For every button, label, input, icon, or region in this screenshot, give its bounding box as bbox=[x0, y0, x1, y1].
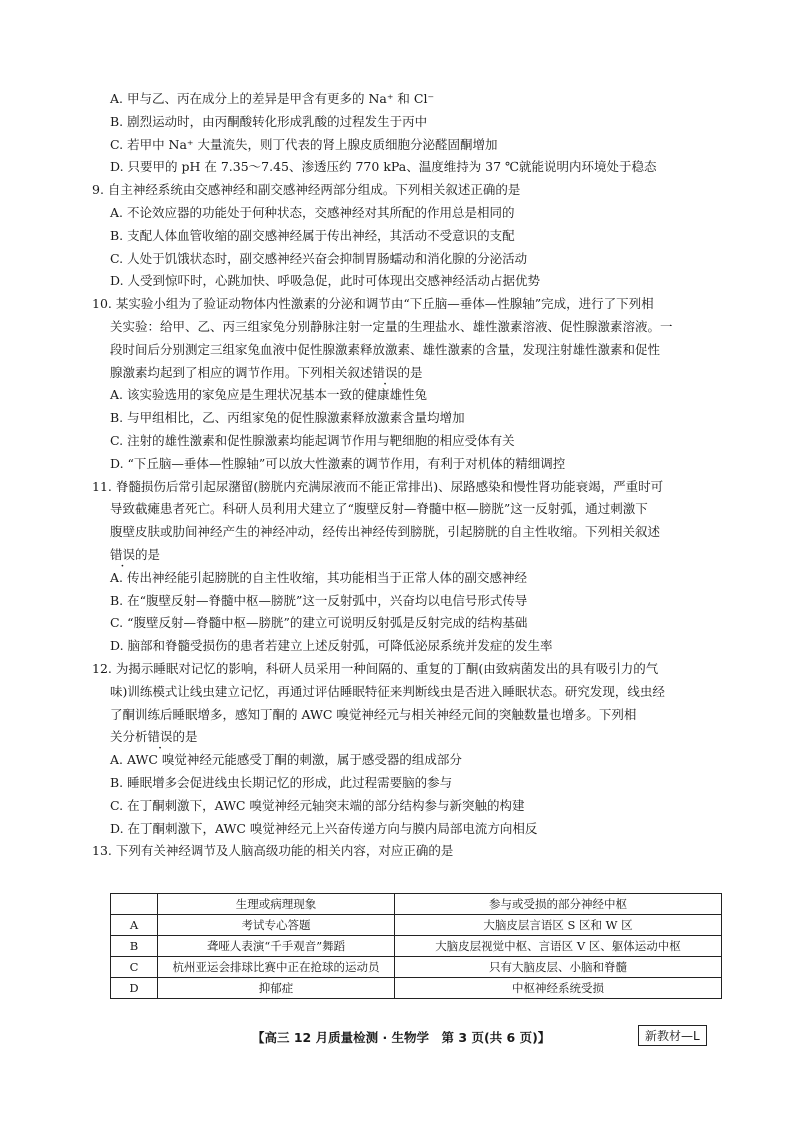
q9-option-a: A. 不论效应器的功能处于何种状态，交感神经对其所配的作用总是相同的 bbox=[110, 204, 515, 220]
q10-option-d: D. “下丘脑—垂体—性腺轴”可以放大性激素的调节作用，有利于对机体的精细调控 bbox=[110, 455, 566, 471]
question-content bbox=[92, 88, 712, 863]
q9-option-b: B. 支配人体血管收缩的副交感神经属于传出神经，其活动不受意识的支配 bbox=[110, 227, 515, 243]
q12-stem-tail: 的是 bbox=[172, 729, 198, 745]
q9-stem: 9. 自主神经系统由交感神经和副交感神经两部分组成。下列相关叙述正确的是 bbox=[92, 182, 521, 198]
q13-table bbox=[110, 893, 722, 999]
q10-stem-text: 腺激素均起到了相应的调节作用。下列相关叙述 bbox=[110, 364, 373, 380]
table-header-cell: 参与或受损的部分神经中枢 bbox=[395, 894, 722, 915]
table-row bbox=[111, 936, 722, 957]
q11-stem-line: 腹壁皮肤或肋间神经产生的神经冲动，经传出神经传到膀胱，引起膀胱的自主性收缩。下列相关叙述 bbox=[110, 524, 661, 540]
question-11 bbox=[92, 476, 712, 658]
q11-option-b: B. 在“腹壁反射—脊髓中枢—膀胱”这一反射弧中，兴奋均以电信号形式传导 bbox=[110, 592, 528, 608]
table-cell: 考试专心答题 bbox=[158, 915, 395, 936]
q12-option-c: C. 在丁酮刺激下，AWC 嗅觉神经元轴突末端的部分结构参与新突触的构建 bbox=[110, 797, 525, 813]
q11-stem-last bbox=[92, 544, 712, 567]
table-cell: 大脑皮层言语区 S 区和 W 区 bbox=[395, 915, 722, 936]
table-header-cell: 生理或病理现象 bbox=[158, 894, 395, 915]
table-header-cell bbox=[111, 894, 158, 915]
page-footer: 【高三 12 月质量检测 · 生物学 第 3 页(共 6 页)】 bbox=[252, 1030, 551, 1045]
q12-option-a: A. AWC 嗅觉神经元能感受丁酮的刺激，属于感受器的组成部分 bbox=[110, 752, 462, 768]
question-12 bbox=[92, 658, 712, 840]
q12-emphasis-wrong: 错误 bbox=[147, 729, 173, 745]
q11-emphasis-wrong: 错误 bbox=[110, 546, 136, 562]
q9-option-d: D. 人受到惊吓时，心跳加快、呼吸急促，此时可体现出交感神经活动占据优势 bbox=[110, 273, 541, 289]
table-cell-label: D bbox=[111, 978, 158, 999]
q12-stem-line: 味)训练模式让线虫建立记忆，再通过评估睡眠特征来判断线虫是否进入睡眠状态。研究发现，线虫经 bbox=[110, 683, 665, 699]
q12-stem-line: 了酮训练后睡眠增多，感知丁酮的 AWC 嗅觉神经元与相关神经元间的突触数量也增多。下列相 bbox=[110, 706, 637, 722]
q12-option-b: B. 睡眠增多会促进线虫长期记忆的形成，此过程需要脑的参与 bbox=[110, 774, 453, 790]
q10-stem-tail: 的是 bbox=[397, 364, 423, 380]
q11-stem-line: 导致截瘫患者死亡。科研人员利用犬建立了“腹壁反射—脊髓中枢—膀胱”这一反射弧，通过刺激下 bbox=[110, 501, 648, 517]
q12-stem-last bbox=[92, 726, 712, 749]
q11-option-d: D. 脑部和脊髓受损伤的患者若建立上述反射弧，可降低泌尿系统并发症的发生率 bbox=[110, 638, 553, 654]
table-cell-label: B bbox=[111, 936, 158, 957]
table-cell-label: A bbox=[111, 915, 158, 936]
q8-option-a: A. 甲与乙、丙在成分上的差异是甲含有更多的 Na⁺ 和 Cl⁻ bbox=[110, 91, 435, 106]
q13-stem: 13. 下列有关神经调节及人脑高级功能的相关内容，对应正确的是 bbox=[92, 843, 454, 859]
q11-option-a: A. 传出神经能引起膀胱的自主性收缩，其功能相当于正常人体的副交感神经 bbox=[110, 569, 527, 585]
table-cell: 大脑皮层视觉中枢、言语区 V 区、躯体运动中枢 bbox=[395, 936, 722, 957]
q9-option-c: C. 人处于饥饿状态时，副交感神经兴奋会抑制胃肠蠕动和消化腺的分泌活动 bbox=[110, 250, 528, 266]
q12-stem-line: 12. 为揭示睡眠对记忆的影响，科研人员采用一种间隔的、重复的丁酮(由致病菌发出的具有吸引力的气 bbox=[92, 660, 659, 676]
table-row bbox=[111, 915, 722, 936]
q12-option-d: D. 在丁酮刺激下，AWC 嗅觉神经元上兴奋传递方向与膜内局部电流方向相反 bbox=[110, 820, 538, 836]
table-cell-label: C bbox=[111, 957, 158, 978]
q8-option-d: D. 只要甲的 pH 在 7.35～7.45、渗透压约 770 kPa、温度维持为 37 ℃就能说明内环境处于稳态 bbox=[110, 159, 657, 175]
question-10 bbox=[92, 293, 712, 475]
q12-stem-text: 关分析 bbox=[110, 729, 148, 745]
q10-stem-line: 10. 某实验小组为了验证动物体内性激素的分泌和调节由“下丘脑—垂体—性腺轴”完成，进行了下列相 bbox=[92, 296, 654, 312]
edition-badge: 新教材—L bbox=[638, 1025, 707, 1046]
table-cell: 抑郁症 bbox=[158, 978, 395, 999]
q10-option-b: B. 与甲组相比，乙、丙组家兔的促性腺激素释放激素含量均增加 bbox=[110, 410, 465, 426]
q11-stem-tail: 的是 bbox=[135, 546, 161, 562]
table-row bbox=[111, 957, 722, 978]
table-row bbox=[111, 978, 722, 999]
q10-stem-last bbox=[92, 362, 712, 385]
q11-option-c: C. “腹壁反射—脊髓中枢—膀胱”的建立可说明反射弧是反射完成的结构基础 bbox=[110, 615, 528, 631]
table-cell: 中枢神经系统受损 bbox=[395, 978, 722, 999]
table-header-row bbox=[111, 894, 722, 915]
table-cell: 聋哑人表演“千手观音”舞蹈 bbox=[158, 936, 395, 957]
table-cell: 杭州亚运会排球比赛中正在抢球的运动员 bbox=[158, 957, 395, 978]
question-9 bbox=[92, 179, 712, 293]
q8-option-c: C. 若甲中 Na⁺ 大量流失，则丁代表的肾上腺皮质细胞分泌醛固酮增加 bbox=[110, 136, 498, 152]
q11-stem-line: 11. 脊髓损伤后常引起尿潴留(膀胱内充满尿液而不能正常排出)、尿路感染和慢性肾功能衰竭，严重时可 bbox=[92, 478, 664, 494]
q10-stem-line: 段时间后分别测定三组家兔血液中促性腺激素释放激素、雄性激素的含量，发现注射雄性激素和促性 bbox=[110, 341, 661, 357]
table-cell: 只有大脑皮层、小脑和脊髓 bbox=[395, 957, 722, 978]
q10-option-a: A. 该实验选用的家兔应是生理状况基本一致的健康雄性兔 bbox=[110, 387, 427, 403]
question-8-options bbox=[92, 88, 712, 179]
q8-option-b: B. 剧烈运动时，由丙酮酸转化形成乳酸的过程发生于丙中 bbox=[110, 113, 428, 129]
q10-stem-line: 关实验：给甲、乙、丙三组家兔分别静脉注射一定量的生理盐水、雄性激素溶液、促性腺激素溶液。一 bbox=[110, 318, 673, 334]
q10-option-c: C. 注射的雄性激素和促性腺激素均能起调节作用与靶细胞的相应受体有关 bbox=[110, 432, 515, 448]
q10-emphasis-wrong: 错误 bbox=[372, 364, 398, 380]
